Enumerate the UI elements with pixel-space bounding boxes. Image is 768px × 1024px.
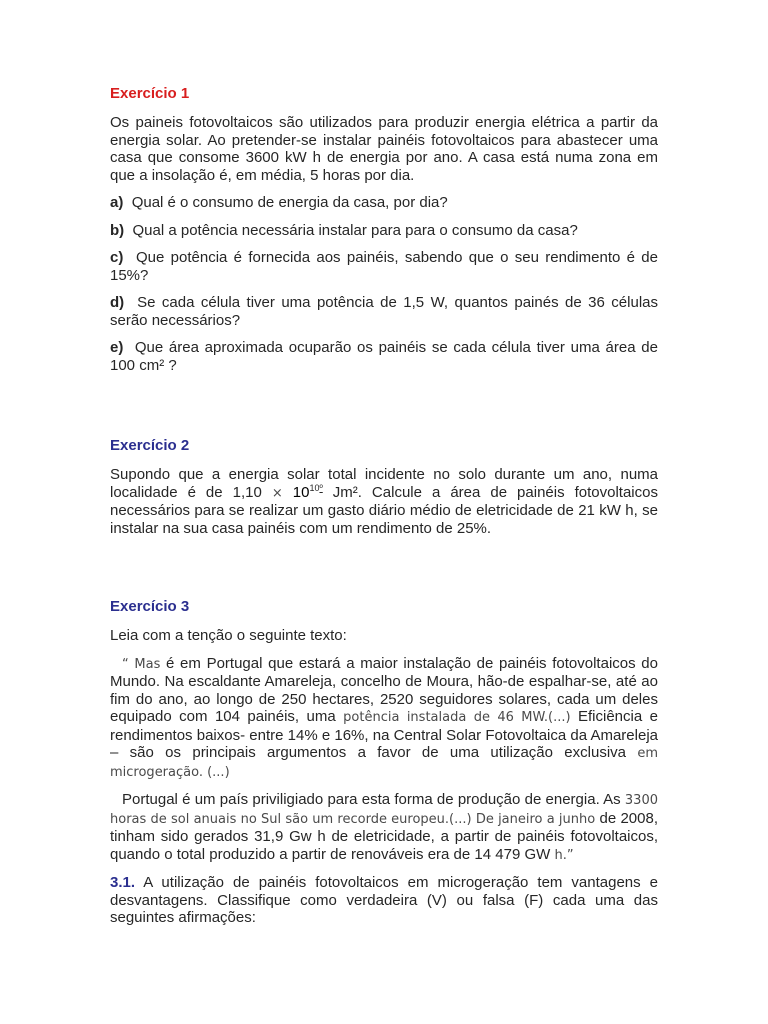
exercise-3-title: Exercício 3 xyxy=(110,598,190,615)
quote-2-part-a: Portugal é um país priviligiado para esta forma de produção de energia. As xyxy=(122,791,621,808)
question-a xyxy=(110,194,658,212)
quote-1-part-c: Eficiência e rendimentos baixos- entre 14% e 16%, na Central Solar Fotovoltaica da Amareleja – são os principais argumentos a favor de uma utilização exclusiva xyxy=(110,708,658,761)
exercise-2-text-b: Jm². Calcule a área de painéis fotovoltaicos necessários para se realizar um gasto diário médio de eletricidade de 21 kW h, se instalar na sua casa painéis com um rendimento de 25%. xyxy=(110,483,658,537)
question-b-label: b) xyxy=(110,221,125,239)
question-a-label: a) xyxy=(110,194,124,211)
question-d-label: d) xyxy=(110,294,125,311)
question-b xyxy=(110,222,658,240)
quote-paragraph-1 xyxy=(110,655,658,782)
question-a-text: Qual é o consumo de energia da casa, por dia? xyxy=(131,194,448,211)
subquestion-3-1-label: 3.1. xyxy=(110,874,136,891)
exercise-3-lead: Leia com a tenção o seguinte texto: xyxy=(110,627,347,644)
question-b-text: Qual a potência necessária instalar para para o consumo da casa? xyxy=(132,221,578,239)
quote-paragraph-2 xyxy=(110,791,658,864)
quote-1-part-b: potência instalada de 46 MW.(...) xyxy=(343,710,571,725)
exercise-1-title: Exercício 1 xyxy=(110,85,190,102)
power-base: 10 xyxy=(292,483,310,501)
question-c xyxy=(110,249,658,284)
question-e xyxy=(110,339,658,374)
question-d-text: Se cada célula tiver uma potência de 1,5 W, quantos painés de 36 células serão necessários? xyxy=(110,294,658,329)
power-exponent: 10 xyxy=(309,482,320,493)
power-ordinal: º xyxy=(319,482,323,493)
times-symbol: × xyxy=(271,485,283,501)
question-c-label: c) xyxy=(110,249,124,266)
exercise-1-intro: Os paineis fotovoltaicos são utilizados para produzir energia elétrica a partir da energia solar. Ao pretender-se instalar painéis fotovoltaicos para abastecer uma casa que consome 3600 kW h de energia por ano. A casa está numa zona em que a insolação é, em média, 5 horas por dia. xyxy=(110,114,658,184)
question-e-label: e) xyxy=(110,339,124,356)
subquestion-3-1 xyxy=(110,874,658,927)
quote-2-part-d: h.” xyxy=(554,847,574,863)
quote-1-part-d: em microgeração. (...) xyxy=(110,746,658,780)
quote-open: “ Mas xyxy=(122,656,161,672)
question-d xyxy=(110,294,658,329)
exercise-2-text-a: Supondo que a energia solar total incidente no solo durante um ano, numa localidade é de 1,10 xyxy=(110,466,658,501)
quote-2-part-b: 3300 horas de sol anuais no Sul são um recorde europeu.(...) De janeiro a junho xyxy=(110,793,658,827)
question-e-text: Que área aproximada ocuparão os painéis se cada célula tiver uma área de 100 cm² ? xyxy=(110,339,658,374)
exercise-2-title: Exercício 2 xyxy=(110,437,190,454)
subquestion-3-1-text: A utilização de painéis fotovoltaicos em microgeração tem vantagens e desvantagens. Classifique como verdadeira (V) ou falsa (F) cada uma das seguintes afirmações: xyxy=(110,874,659,926)
document-content xyxy=(110,84,658,927)
question-c-text: Que potência é fornecida aos painéis, sabendo que o seu rendimento é de 15%? xyxy=(110,249,658,284)
exercise-2-text xyxy=(110,466,658,537)
quote-2-part-c: de 2008, tinham sido gerados 31,9 Gw h de eletricidade, a partir de painéis fotovoltaicos, quando o total produzido a partir de renováveis era de 14 479 GW xyxy=(110,809,659,863)
quote-1-part-a: é em Portugal que estará a maior instalação de painéis fotovoltaicos do Mundo. Na escaldante Amareleja, concelho de Moura, hão-de espalhar-se, até ao fim do ano, ao longo de 250 hectares, 2520 seguidores solares, cada um deles equipado com 104 painéis, uma xyxy=(110,654,658,725)
